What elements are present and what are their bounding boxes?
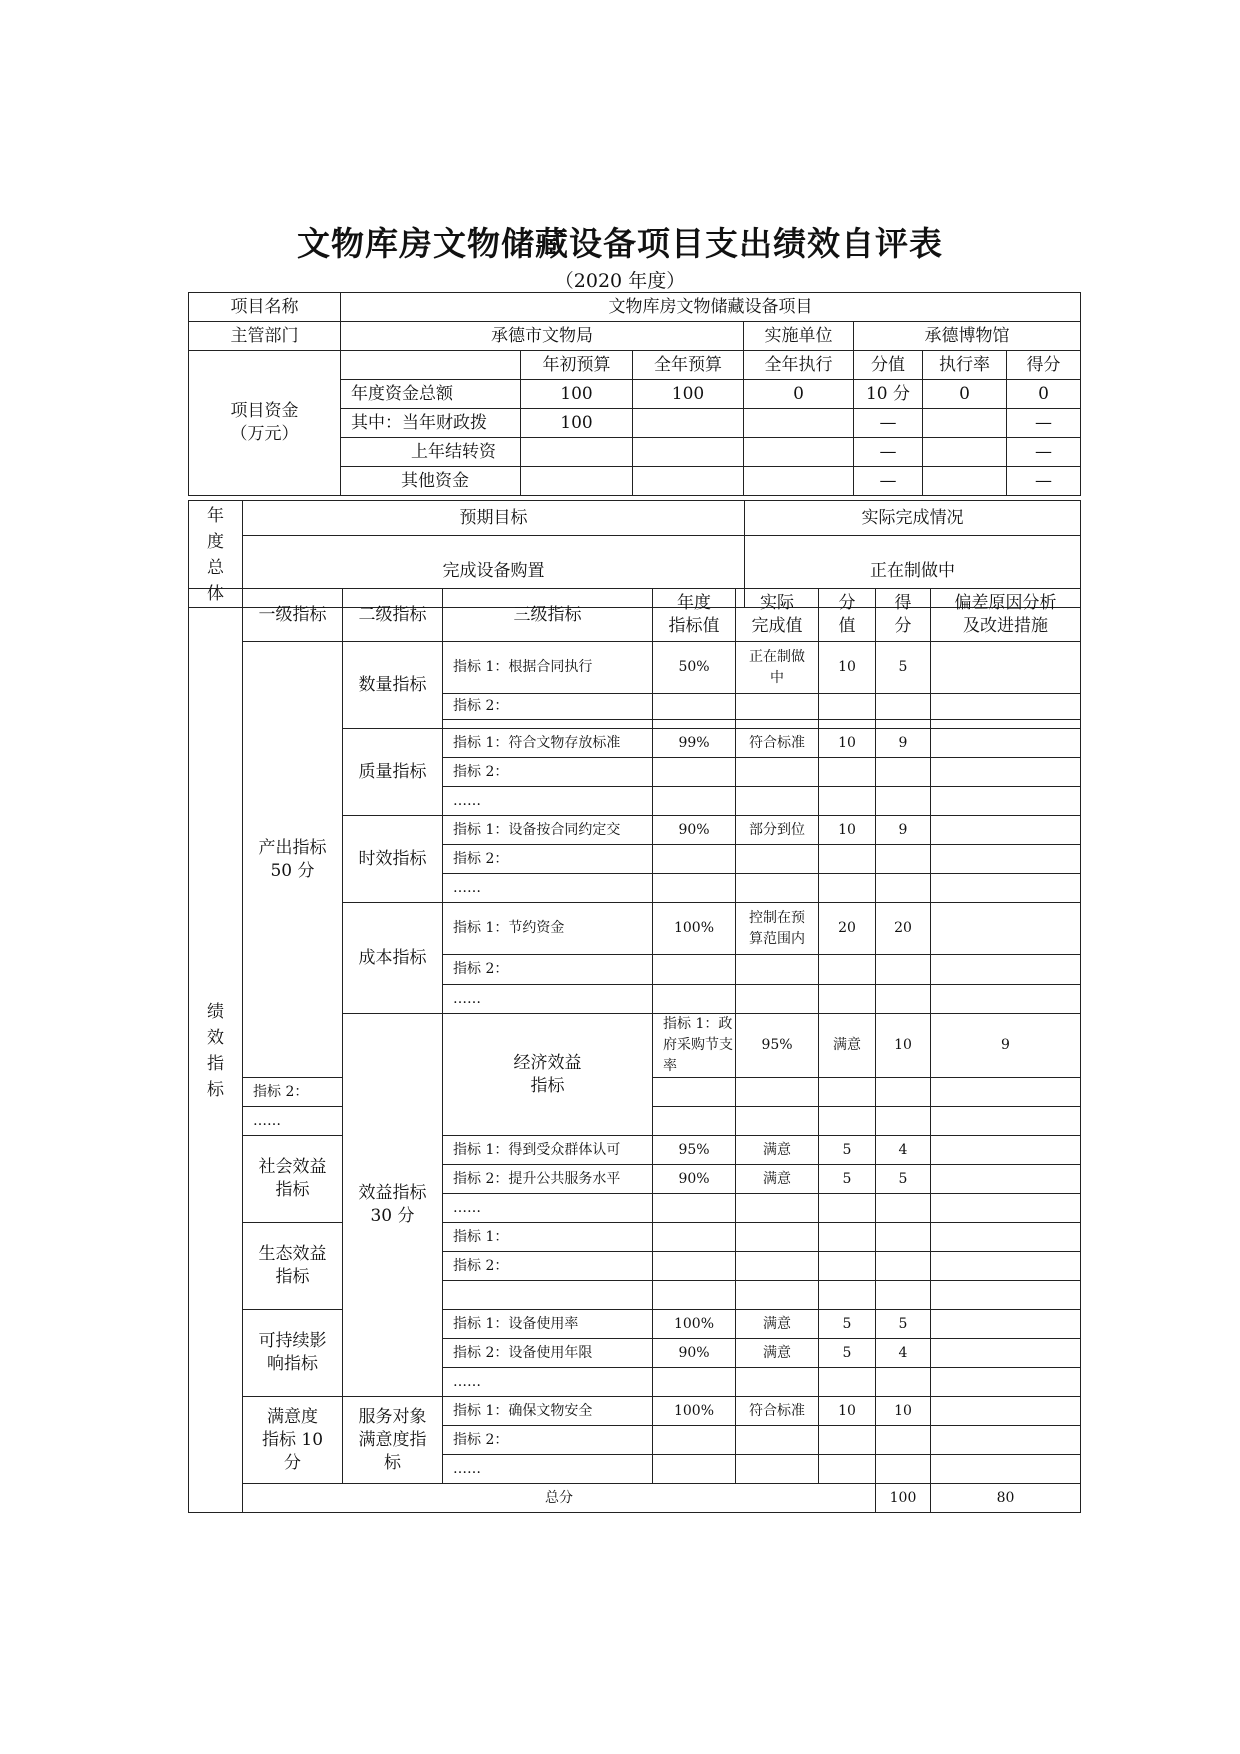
actual-status-header: 实际完成情况 (745, 501, 1081, 536)
col-initial-budget: 年初预算 (521, 351, 633, 380)
col-execution-rate: 执行率 (923, 351, 1007, 380)
indicator-score: 4 (876, 1339, 931, 1368)
indicator-name: 指标 1：得到受众群体认可 (443, 1136, 653, 1165)
cell (876, 1194, 931, 1223)
cell (819, 787, 876, 816)
indicator-name: 指标 2：设备使用年限 (443, 1339, 653, 1368)
indicator-analysis (931, 1165, 1081, 1194)
project-name-row (189, 293, 1081, 322)
cell (633, 438, 744, 467)
indicator-analysis (931, 729, 1081, 758)
dept-value: 承德市文物局 (341, 322, 744, 351)
cell (819, 1426, 876, 1455)
cell (819, 694, 876, 720)
cell (876, 955, 931, 985)
header-score-line1: 得 (894, 593, 912, 613)
header-actual (736, 589, 819, 642)
cell (931, 874, 1081, 903)
funds-label-line2: （万元） (230, 424, 299, 444)
cell (931, 1107, 1081, 1136)
cell (931, 1194, 1081, 1223)
header-target-line1: 年度 (677, 593, 711, 613)
header-score-line2: 分 (894, 616, 912, 636)
indicator-actual: 满意 (736, 1339, 819, 1368)
indicator-name: 指标 2： (443, 758, 653, 787)
funds-row-label: 其他资金 (341, 467, 521, 496)
indicator-target: 90% (653, 1165, 736, 1194)
table-row (189, 1223, 1081, 1252)
indicator-name: …… (443, 1455, 653, 1484)
indicator-name: 指标 1：设备使用率 (443, 1310, 653, 1339)
cell (876, 1426, 931, 1455)
indicator-name: 指标 2： (443, 1426, 653, 1455)
cell (736, 1252, 819, 1281)
social-name-line2: 指标 (275, 1180, 310, 1200)
indicator-score: 5 (876, 642, 931, 694)
sustainable-indicator (243, 1310, 343, 1397)
funds-label (189, 351, 341, 496)
indicator-actual: 满意 (819, 1014, 876, 1078)
indicator-actual: 满意 (736, 1136, 819, 1165)
cell (819, 1281, 876, 1310)
cell (819, 1078, 876, 1107)
quantity-indicator: 数量指标 (343, 642, 443, 729)
header-level3: 三级指标 (443, 589, 653, 642)
header-analysis (931, 589, 1081, 642)
cell (736, 985, 819, 1014)
cell: — (854, 467, 923, 496)
ecological-name-line2: 指标 (275, 1267, 310, 1287)
indicator-target: 95% (653, 1136, 736, 1165)
cell (736, 1223, 819, 1252)
header-target-line2: 指标值 (668, 616, 720, 636)
cell (819, 720, 876, 729)
cell: 0 (1007, 380, 1081, 409)
total-score: 80 (931, 1484, 1081, 1513)
cell (736, 1194, 819, 1223)
cell (443, 720, 653, 729)
indicator-name: 指标 2：提升公共服务水平 (443, 1165, 653, 1194)
indicator-actual (736, 903, 819, 955)
indicator-name: 指标 1：确保文物安全 (443, 1397, 653, 1426)
service-satisfaction-indicator (343, 1397, 443, 1484)
cell (736, 758, 819, 787)
funds-header-row (189, 351, 1081, 380)
indicator-actual-line1: 控制在预 (749, 909, 805, 926)
indicator-actual: 满意 (736, 1165, 819, 1194)
cell (931, 694, 1081, 720)
cell (819, 985, 876, 1014)
cell (819, 955, 876, 985)
cell: 0 (923, 380, 1007, 409)
cell (876, 1368, 931, 1397)
indicators-label-char: 效 (207, 1027, 224, 1048)
cell: — (1007, 438, 1081, 467)
header-level1: 一级指标 (243, 589, 343, 642)
header-value-line1: 分 (838, 593, 856, 613)
indicator-name (443, 1281, 653, 1310)
cell (736, 1426, 819, 1455)
indicator-actual: 满意 (736, 1310, 819, 1339)
indicator-target: 50% (653, 642, 736, 694)
cell (633, 467, 744, 496)
satisfaction-indicator-group (243, 1397, 343, 1484)
cell (931, 758, 1081, 787)
indicators-label-char: 指 (207, 1053, 224, 1074)
cell (931, 1426, 1081, 1455)
indicator-target: 100% (653, 903, 736, 955)
cell (653, 1223, 736, 1252)
cell (521, 467, 633, 496)
cell (653, 758, 736, 787)
indicator-analysis (931, 642, 1081, 694)
satisfaction-label-line2: 指标 10 (261, 1429, 324, 1450)
indicators-label-char: 绩 (207, 1001, 224, 1022)
department-row (189, 322, 1081, 351)
economic-name-line2: 指标 (530, 1075, 565, 1096)
cell (736, 694, 819, 720)
goals-label-char: 体 (207, 584, 224, 604)
cell (744, 467, 854, 496)
indicator-name: 指标 2： (443, 845, 653, 874)
cell (736, 1455, 819, 1484)
indicator-value: 5 (819, 1165, 876, 1194)
cell (931, 845, 1081, 874)
indicator-value: 5 (819, 1339, 876, 1368)
indicator-value: 10 (819, 642, 876, 694)
indicator-analysis (931, 1397, 1081, 1426)
cell (653, 787, 736, 816)
cell (736, 1078, 819, 1107)
indicator-name: 指标 1：节约资金 (443, 903, 653, 955)
cell (633, 409, 744, 438)
indicator-name: …… (443, 874, 653, 903)
indicator-name: …… (443, 985, 653, 1014)
economic-indicator (443, 1014, 653, 1136)
cell (876, 1252, 931, 1281)
cell (931, 955, 1081, 985)
cell (876, 845, 931, 874)
indicator-target: 99% (653, 729, 736, 758)
table-row (189, 1397, 1081, 1426)
cell (653, 720, 736, 729)
indicator-name: 指标 2： (443, 694, 653, 720)
indicator-actual: 符合标准 (736, 729, 819, 758)
cell (819, 1107, 876, 1136)
header-target (653, 589, 736, 642)
cell (931, 720, 1081, 729)
service-name-line2: 满意度指 (358, 1429, 427, 1450)
indicator-analysis (931, 816, 1081, 845)
cell (931, 1281, 1081, 1310)
indicator-score: 9 (931, 1014, 1081, 1078)
total-row (189, 1484, 1081, 1513)
social-indicator (243, 1136, 343, 1223)
quality-indicator: 质量指标 (343, 729, 443, 816)
indicator-actual-line1: 正在制做 (749, 648, 805, 665)
cell (819, 1223, 876, 1252)
indicator-name: …… (443, 787, 653, 816)
page-subtitle: （2020 年度） (554, 270, 686, 292)
indicator-analysis (931, 1339, 1081, 1368)
cell (744, 438, 854, 467)
cell (653, 694, 736, 720)
indicator-value: 10 (819, 729, 876, 758)
indicator-analysis (931, 903, 1081, 955)
cell (653, 845, 736, 874)
funds-label-line1: 项目资金 (230, 401, 299, 421)
cell: — (1007, 409, 1081, 438)
goals-label-char: 总 (207, 558, 224, 578)
indicator-analysis (931, 1310, 1081, 1339)
indicator-actual-line2: 中 (770, 669, 784, 686)
indicator-name: 指标 1：根据合同执行 (443, 642, 653, 694)
output-label-line2: 50 分 (270, 860, 315, 881)
cell (744, 409, 854, 438)
economic-name-line1: 经济效益 (513, 1052, 582, 1073)
cell (819, 758, 876, 787)
indicators-header-row (189, 589, 1081, 642)
funds-row-label: 上年结转资 (341, 438, 521, 467)
header-value (819, 589, 876, 642)
service-name-line3: 标 (384, 1452, 401, 1473)
cell: — (854, 409, 923, 438)
total-value: 100 (876, 1484, 931, 1513)
service-name-line1: 服务对象 (358, 1406, 427, 1427)
funds-row-label: 年度资金总额 (341, 380, 521, 409)
col-score-value: 分值 (854, 351, 923, 380)
header-actual-line1: 实际 (760, 593, 794, 613)
header-value-line2: 值 (838, 616, 856, 636)
indicator-score: 20 (876, 903, 931, 955)
indicator-name: 指标 2： (243, 1078, 343, 1107)
col-annual-budget: 全年预算 (633, 351, 744, 380)
cell (653, 985, 736, 1014)
goals-header-row (189, 501, 1081, 536)
cell (819, 1455, 876, 1484)
cell: 10 分 (854, 380, 923, 409)
goals-label-char: 年 (207, 506, 224, 526)
impl-value: 承德博物馆 (854, 322, 1081, 351)
cell (876, 1455, 931, 1484)
indicator-target: 95% (736, 1014, 819, 1078)
expected-goal: 完成设备购置 (243, 536, 745, 608)
cell: 0 (744, 380, 854, 409)
cell (931, 1368, 1081, 1397)
cell (923, 467, 1007, 496)
ecological-indicator (243, 1223, 343, 1310)
social-name-line1: 社会效益 (258, 1157, 327, 1177)
cell (819, 874, 876, 903)
sustainable-name-line1: 可持续影 (258, 1331, 327, 1351)
indicator-target: 100% (653, 1397, 736, 1426)
cell (931, 1078, 1081, 1107)
cell (876, 874, 931, 903)
cell (653, 1107, 736, 1136)
cell (931, 1223, 1081, 1252)
cell (736, 955, 819, 985)
cell (653, 1426, 736, 1455)
table-row (189, 1136, 1081, 1165)
cell (653, 874, 736, 903)
cell (819, 1194, 876, 1223)
header-analysis-line1: 偏差原因分析 (954, 593, 1057, 613)
indicator-name: 指标 1：政府采购节支率 (653, 1014, 736, 1078)
output-indicator-group (243, 642, 343, 1078)
table-row (189, 642, 1081, 694)
cell (653, 1368, 736, 1397)
sustainable-name-line2: 响指标 (267, 1354, 318, 1374)
indicator-value: 5 (819, 1310, 876, 1339)
indicator-actual: 部分到位 (736, 816, 819, 845)
cell (819, 1368, 876, 1397)
indicator-score: 9 (876, 729, 931, 758)
indicator-name: …… (243, 1107, 343, 1136)
cell (931, 787, 1081, 816)
indicator-name: …… (443, 1368, 653, 1397)
indicator-name: 指标 1： (443, 1223, 653, 1252)
benefit-label-line2: 30 分 (370, 1206, 415, 1226)
indicator-name: 指标 1：设备按合同约定交 (443, 816, 653, 845)
indicator-value: 10 (819, 816, 876, 845)
indicator-name: 指标 1：符合文物存放标准 (443, 729, 653, 758)
indicator-name: …… (443, 1194, 653, 1223)
impl-label: 实施单位 (744, 322, 854, 351)
performance-indicators-table (188, 588, 1081, 1513)
indicators-label (189, 589, 243, 1513)
cell (876, 1223, 931, 1252)
indicator-score: 5 (876, 1165, 931, 1194)
header-level2: 二级指标 (343, 589, 443, 642)
cell (876, 1281, 931, 1310)
cell (876, 720, 931, 729)
satisfaction-label-line3: 分 (284, 1452, 301, 1473)
project-name-value: 文物库房文物储藏设备项目 (341, 293, 1081, 322)
header-analysis-line2: 及改进措施 (963, 616, 1048, 636)
indicator-value: 5 (819, 1136, 876, 1165)
indicator-score: 5 (876, 1310, 931, 1339)
indicators-label-char: 标 (207, 1079, 224, 1100)
indicator-score: 9 (876, 816, 931, 845)
cell (876, 985, 931, 1014)
cost-indicator: 成本指标 (343, 903, 443, 1014)
cell: — (1007, 467, 1081, 496)
cell (819, 845, 876, 874)
cell: 100 (521, 380, 633, 409)
output-label-line1: 产出指标 (258, 837, 327, 858)
timeliness-indicator: 时效指标 (343, 816, 443, 903)
header-actual-line2: 完成值 (751, 616, 803, 636)
indicator-value: 10 (876, 1014, 931, 1078)
cell (653, 1252, 736, 1281)
benefit-label-line1: 效益指标 (358, 1183, 427, 1203)
cell (819, 1252, 876, 1281)
ecological-name-line1: 生态效益 (258, 1244, 327, 1264)
table-row (189, 1310, 1081, 1339)
cell (931, 1252, 1081, 1281)
indicator-actual-line2: 算范围内 (749, 930, 805, 947)
cell (653, 955, 736, 985)
cell (876, 758, 931, 787)
goals-label-char: 度 (207, 532, 224, 552)
indicator-target: 90% (653, 1339, 736, 1368)
indicator-value: 10 (819, 1397, 876, 1426)
cell (736, 720, 819, 729)
dept-label: 主管部门 (189, 322, 341, 351)
indicator-score: 4 (876, 1136, 931, 1165)
indicator-analysis (931, 1136, 1081, 1165)
funds-header-blank (341, 351, 521, 380)
expected-goal-header: 预期目标 (243, 501, 745, 536)
benefit-indicator-group (343, 1014, 443, 1397)
cell (931, 985, 1081, 1014)
indicator-target: 100% (653, 1310, 736, 1339)
cell (923, 409, 1007, 438)
cell: 100 (521, 409, 633, 438)
col-annual-executed: 全年执行 (744, 351, 854, 380)
cell (653, 1455, 736, 1484)
cell (923, 438, 1007, 467)
cell (736, 1368, 819, 1397)
header-score (876, 589, 931, 642)
cell (736, 874, 819, 903)
indicator-value: 20 (819, 903, 876, 955)
indicator-name: 指标 2： (443, 1252, 653, 1281)
project-funds-table (188, 292, 1081, 496)
cell (653, 1078, 736, 1107)
cell (736, 1281, 819, 1310)
cell (876, 694, 931, 720)
cell: — (854, 438, 923, 467)
cell (876, 787, 931, 816)
total-label: 总分 (243, 1484, 876, 1513)
cell (653, 1194, 736, 1223)
indicator-name: 指标 2： (443, 955, 653, 985)
indicator-actual (736, 642, 819, 694)
cell (736, 1107, 819, 1136)
indicator-score: 10 (876, 1397, 931, 1426)
cell (736, 845, 819, 874)
funds-row-label: 其中：当年财政拨 (341, 409, 521, 438)
project-name-label: 项目名称 (189, 293, 341, 322)
cell (521, 438, 633, 467)
cell (736, 787, 819, 816)
actual-status: 正在制做中 (745, 536, 1081, 608)
indicator-actual: 符合标准 (736, 1397, 819, 1426)
cell (653, 1281, 736, 1310)
satisfaction-label-line1: 满意度 (267, 1406, 318, 1427)
indicator-target: 90% (653, 816, 736, 845)
cell: 100 (633, 380, 744, 409)
cell (876, 1078, 931, 1107)
col-score: 得分 (1007, 351, 1081, 380)
page-title: 文物库房文物储藏设备项目支出绩效自评表 (297, 224, 943, 263)
cell (876, 1107, 931, 1136)
cell (931, 1455, 1081, 1484)
